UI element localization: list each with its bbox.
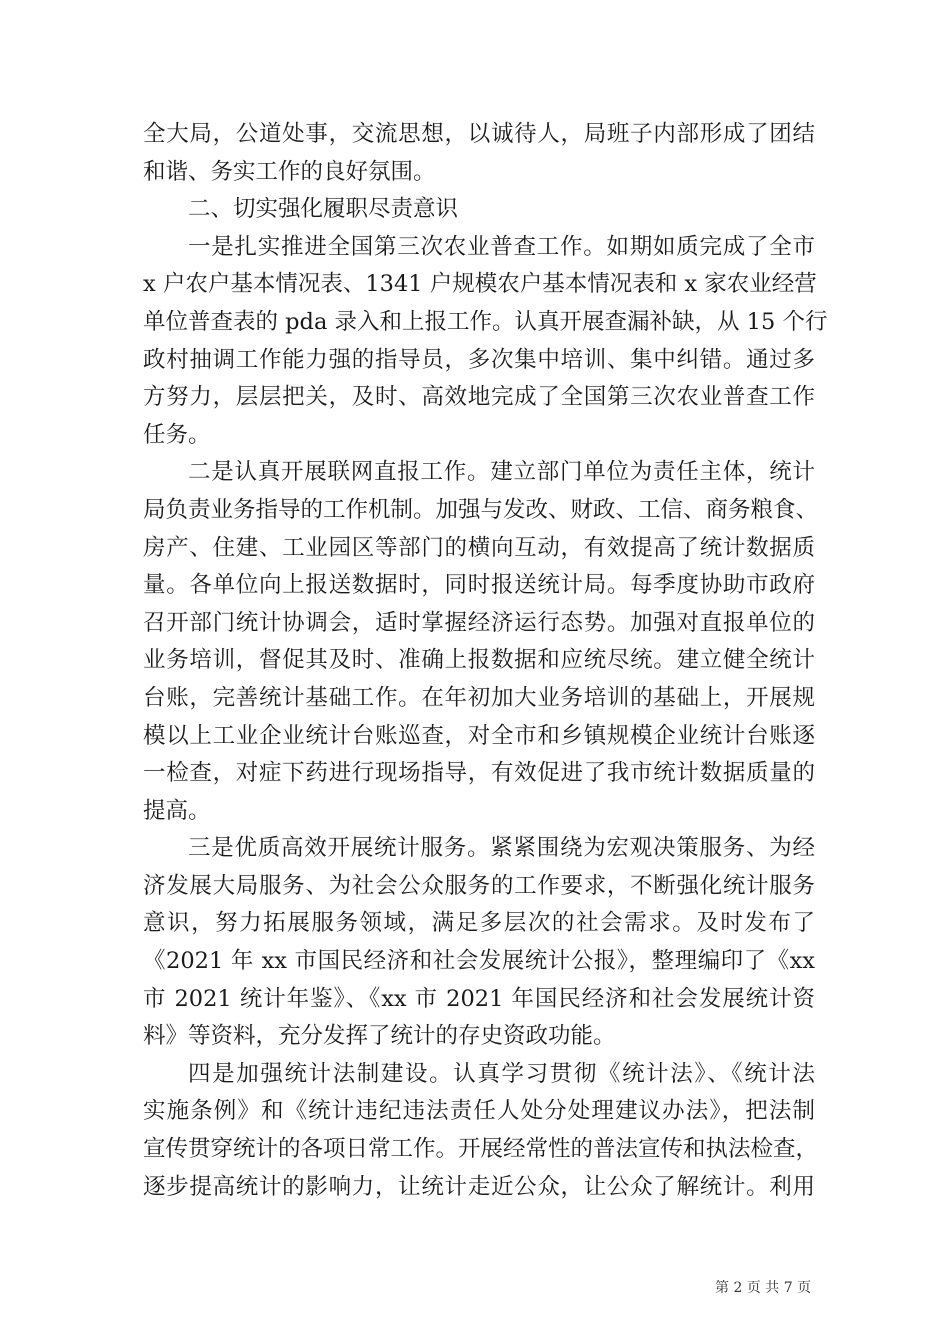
- text-line: 济发展大局服务、为社会公众服务的工作要求，不断强化统计服务: [143, 872, 815, 899]
- text-line: 全大局，公道处事，交流思想，以诚待人，局班子内部形成了团结: [143, 121, 815, 147]
- text-line: 方努力，层层把关，及时、高效地完成了全国第三次农业普查工作: [143, 384, 815, 411]
- text-line: 房产、住建、工业园区等部门的横向互动，有效提高了统计数据质: [143, 534, 815, 561]
- text-line: 任务。: [143, 421, 211, 448]
- text-line: 料》等资料，充分发挥了统计的存史资政功能。: [143, 1023, 616, 1050]
- text-line: 召开部门统计协调会，适时掌握经济运行态势。加强对直报单位的: [143, 609, 815, 636]
- text-line: 一是扎实推进全国第三次农业普查工作。如期如质完成了全市: [188, 233, 815, 260]
- text-line: 意识，努力拓展服务领域，满足多层次的社会需求。及时发布了: [143, 910, 815, 937]
- text-line: 业务培训，督促其及时、准确上报数据和应统尽统。建立健全统计: [143, 647, 815, 674]
- page-number: 第 2 页 共 7 页: [715, 1280, 812, 1296]
- text-line: 量。各单位向上报送数据时，同时报送统计局。每季度协助市政府: [143, 572, 815, 599]
- text-line: 四是加强统计法制建设。认真学习贯彻《统计法》、《统计法: [188, 1060, 815, 1087]
- text-line: 和谐、务实工作的良好氛围。: [143, 158, 436, 185]
- document-page: [143, 116, 828, 1206]
- text-line: 三是优质高效开展统计服务。紧紧围绕为宏观决策服务、为经: [188, 835, 815, 862]
- text-line: 提高。: [143, 797, 211, 824]
- text-line: 实施条例》和《统计违纪违法责任人处分处理建议办法》，把法制: [143, 1098, 815, 1125]
- text-line: 逐步提高统计的影响力，让统计走近公众，让公众了解统计。利用: [143, 1173, 815, 1200]
- text-line: 市 2021 统计年鉴》、《xx 市 2021 年国民经济和社会发展统计资: [143, 985, 815, 1012]
- section-heading: 二、切实强化履职尽责意识: [188, 196, 459, 223]
- text-line: x 户农户基本情况表、1341 户规模农户基本情况表和 x 家农业经营: [143, 271, 817, 298]
- text-line: 《2021 年 xx 市国民经济和社会发展统计公报》，整理编印了《xx: [143, 948, 815, 975]
- text-line: 一检查，对症下药进行现场指导，有效促进了我市统计数据质量的: [143, 760, 815, 787]
- text-line: 模以上工业企业统计台账巡查，对全市和乡镇规模企业统计台账逐: [143, 722, 815, 749]
- text-line: 宣传贯穿统计的各项日常工作。开展经常性的普法宣传和执法检查，: [143, 1136, 819, 1163]
- text-line: 台账，完善统计基础工作。在年初加大业务培训的基础上，开展规: [143, 684, 815, 711]
- text-line: 政村抽调工作能力强的指导员，多次集中培训、集中纠错。通过多: [143, 346, 815, 373]
- text-line: 单位普查表的 pda 录入和上报工作。认真开展查漏补缺，从 15 个行: [143, 308, 828, 335]
- text-line: 二是认真开展联网直报工作。建立部门单位为责任主体，统计: [188, 459, 815, 486]
- text-line: 局负责业务指导的工作机制。加强与发改、财政、工信、商务粮食、: [143, 496, 819, 523]
